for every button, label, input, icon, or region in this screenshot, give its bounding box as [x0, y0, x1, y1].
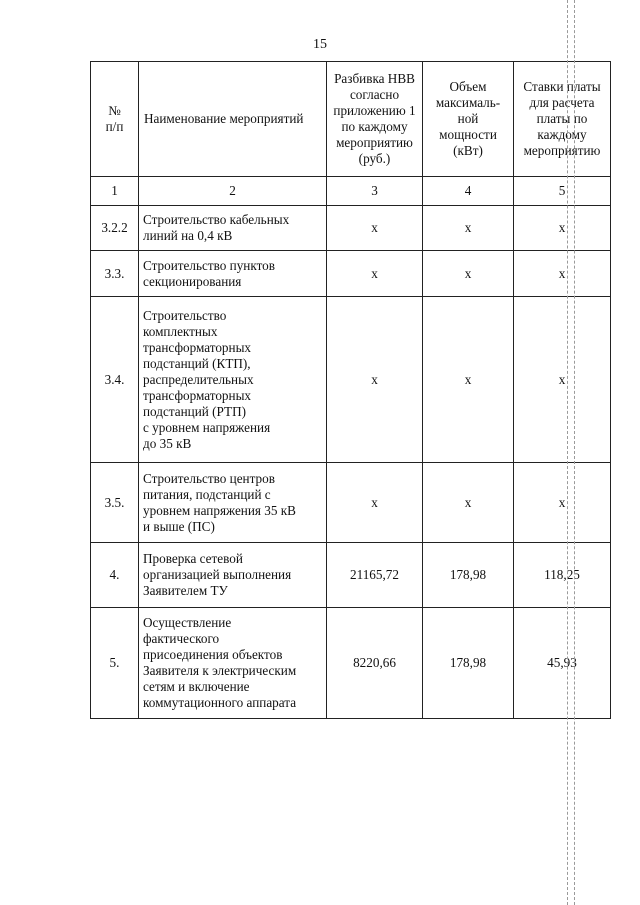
- header-breakdown: Разбивка НВВ согласно приложению 1 по каждому мероприятию (руб.): [327, 62, 423, 177]
- table-row: [91, 297, 611, 463]
- row-number: 3.3.: [91, 251, 139, 297]
- row-capacity: х: [423, 463, 514, 543]
- row-breakdown: х: [327, 463, 423, 543]
- row-name: Строительство кабельных линий на 0,4 кВ: [139, 206, 327, 251]
- table-row: [91, 463, 611, 543]
- measures-table: [90, 61, 611, 719]
- column-index: 4: [423, 177, 514, 206]
- column-index: 5: [514, 177, 611, 206]
- row-number: 3.4.: [91, 297, 139, 463]
- column-index-row: [91, 177, 611, 206]
- row-number: 3.2.2: [91, 206, 139, 251]
- table-row: [91, 206, 611, 251]
- row-breakdown: х: [327, 206, 423, 251]
- row-rate: х: [514, 463, 611, 543]
- row-number: 4.: [91, 543, 139, 608]
- table-row: [91, 543, 611, 608]
- page-number: 15: [313, 37, 327, 52]
- row-breakdown: х: [327, 251, 423, 297]
- row-rate: 118,25: [514, 543, 611, 608]
- row-capacity: 178,98: [423, 543, 514, 608]
- row-breakdown: 21165,72: [327, 543, 423, 608]
- row-rate: х: [514, 251, 611, 297]
- row-number: 5.: [91, 608, 139, 719]
- header-rate: Ставки платы для расчета платы по каждому мероприятию: [514, 62, 611, 177]
- row-name: Строительство центров питания, подстанций с уровнем напряжения 35 кВ и выше (ПС): [139, 463, 327, 543]
- table-row: [91, 251, 611, 297]
- row-name: Строительство пунктов секционирования: [139, 251, 327, 297]
- row-breakdown: 8220,66: [327, 608, 423, 719]
- header-row: [91, 62, 611, 177]
- row-rate: х: [514, 297, 611, 463]
- row-number: 3.5.: [91, 463, 139, 543]
- table-row: [91, 608, 611, 719]
- header-capacity: Объем максималь- ной мощности (кВт): [423, 62, 514, 177]
- column-index: 2: [139, 177, 327, 206]
- row-capacity: х: [423, 206, 514, 251]
- column-index: 1: [91, 177, 139, 206]
- row-breakdown: х: [327, 297, 423, 463]
- row-rate: 45,93: [514, 608, 611, 719]
- column-index: 3: [327, 177, 423, 206]
- row-name: Проверка сетевой организацией выполнения Заявителем ТУ: [139, 543, 327, 608]
- row-capacity: 178,98: [423, 608, 514, 719]
- row-name: Строительство комплектных трансформаторных подстанций (КТП), распределительных трансформаторных подстанций (РТП) с уровнем напряжения до 35 кВ: [139, 297, 327, 463]
- header-num: № п/п: [91, 62, 139, 177]
- scan-artifact-line: [567, 0, 568, 905]
- row-capacity: х: [423, 297, 514, 463]
- row-capacity: х: [423, 251, 514, 297]
- header-name: Наименование мероприятий: [139, 62, 327, 177]
- row-rate: х: [514, 206, 611, 251]
- scan-artifact-line: [574, 0, 575, 905]
- row-name: Осуществление фактического присоединения объектов Заявителя к электрическим сетям и включение коммутационного аппарата: [139, 608, 327, 719]
